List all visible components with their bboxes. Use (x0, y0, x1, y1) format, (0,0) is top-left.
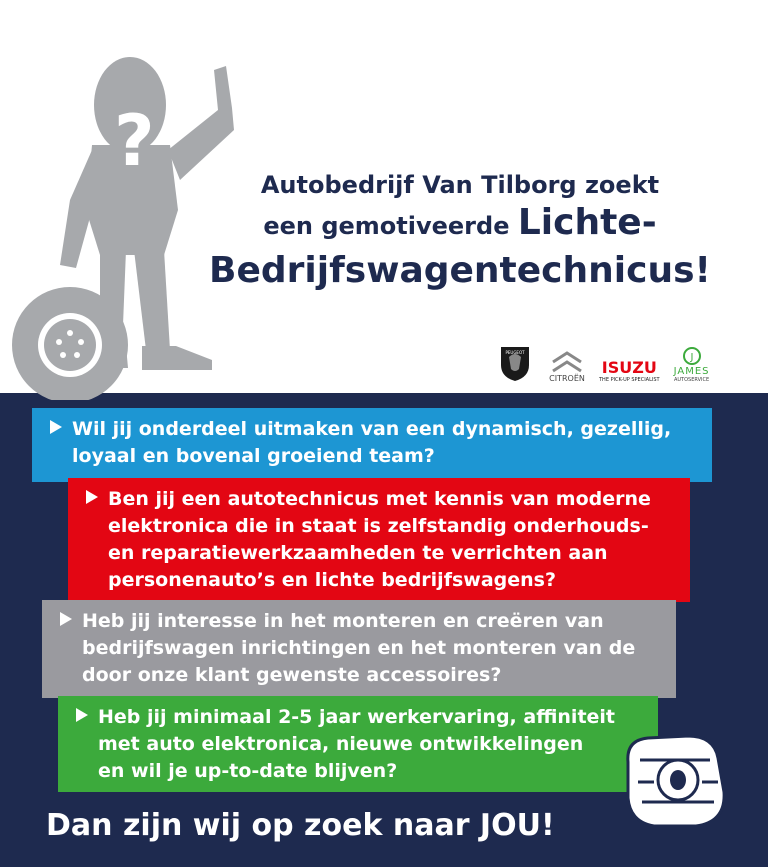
svg-text:PEUGEOT: PEUGEOT (505, 350, 525, 355)
question-line: en reparatiewerkzaamheden te verrichten aan (108, 542, 608, 564)
isuzu-tagline: THE PICK-UP SPECIALIST (599, 377, 660, 383)
peugeot-logo (495, 343, 535, 383)
question-box-experience (58, 696, 658, 792)
question-mark-icon: ? (114, 100, 155, 182)
question-line: door onze klant gewenste accessoires? (82, 664, 502, 686)
question-line: Ben jij een autotechnicus met kennis van moderne (108, 488, 651, 510)
headline (180, 170, 740, 293)
james-wordmark: JAMES (673, 366, 710, 377)
james-j-icon (682, 346, 702, 366)
question-line: Heb jij minimaal 2-5 jaar werkervaring, affiniteit (98, 706, 616, 728)
headline-line1: Autobedrijf Van Tilborg zoekt (260, 171, 660, 199)
pointing-hand-icon (618, 722, 734, 832)
peugeot-lion-icon (495, 343, 535, 383)
citroen-chevrons-icon (549, 350, 585, 374)
brand-logos (495, 335, 755, 383)
question-line: met auto elektronica, nieuwe ontwikkelingen (98, 733, 584, 755)
headline-line2 (180, 200, 740, 249)
question-line: Heb jij interesse in het monteren en creëren van (82, 610, 604, 632)
play-arrow-icon (60, 612, 72, 626)
question-line: personenauto’s en lichte bedrijfswagens? (108, 569, 556, 591)
james-tagline: AUTOSERVICE (673, 377, 710, 383)
question-line: en wil je up-to-date blijven? (98, 760, 398, 782)
question-box-installation (42, 600, 676, 698)
isuzu-wordmark: ISUZU (601, 358, 657, 377)
james-logo (674, 346, 710, 383)
headline-job-title: Bedrijfswagentechnicus! (209, 250, 711, 291)
headline-line2-emphasis: Lichte- (517, 202, 657, 243)
citroen-logo (549, 350, 585, 383)
play-arrow-icon (50, 420, 62, 434)
question-box-team (32, 408, 712, 482)
play-arrow-icon (86, 490, 98, 504)
question-line: bedrijfswagen inrichtingen en het monteren van de (82, 637, 636, 659)
question-line: Wil jij onderdeel uitmaken van een dynamisch, gezellig, (72, 418, 672, 440)
question-line: loyaal en bovenal groeiend team? (72, 445, 435, 467)
call-to-action: Dan zijn wij op zoek naar JOU! (46, 808, 555, 843)
question-line: elektronica die in staat is zelfstandig onderhouds- (108, 515, 649, 537)
play-arrow-icon (76, 708, 88, 722)
svg-text:J: J (690, 352, 694, 363)
headline-line2-prefix: een gemotiveerde (263, 212, 518, 240)
question-box-technician (68, 478, 690, 602)
isuzu-logo (599, 358, 660, 383)
tire-icon (12, 287, 128, 400)
citroen-wordmark: CITROËN (549, 374, 585, 383)
